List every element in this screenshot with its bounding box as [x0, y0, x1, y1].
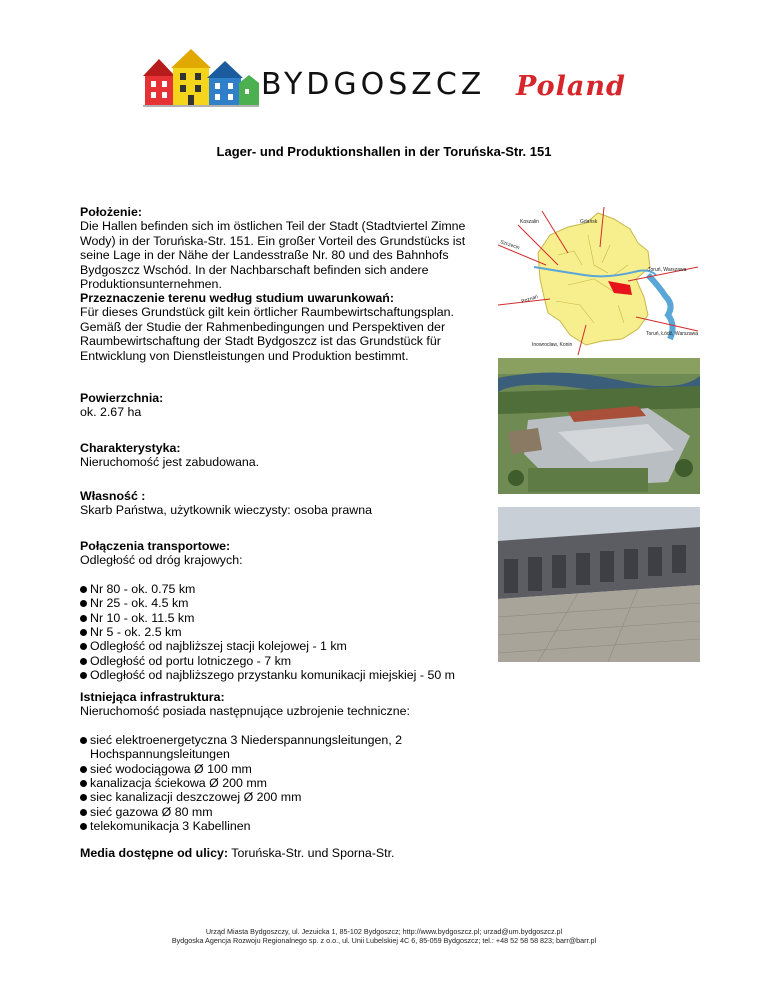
map-label: Koszalin — [520, 219, 539, 225]
section-ownership — [80, 489, 495, 518]
media-heading: Media dostępne od ulicy: — [80, 846, 229, 860]
footer-line: Urząd Miasta Bydgoszczy, ul. Jezuicka 1, 85-102 Bydgoszcz; http://www.bydgoszcz.pl; urzad@um.bydgoszcz.pl — [205, 927, 563, 936]
list-item: sieć wodociągowa Ø 100 mm — [80, 762, 680, 776]
aerial-photo — [498, 358, 700, 494]
section-zoning — [80, 291, 495, 363]
list-item: Nr 25 - ok. 4.5 km — [80, 596, 680, 610]
list-item: Odległość od najbliższego przystanku komunikacji miejskiej - 50 m — [80, 668, 680, 682]
location-heading: Położenie: — [80, 205, 142, 219]
list-item: siec kanalizacji deszczowej Ø 200 mm — [80, 790, 680, 804]
list-item: Nr 80 - ok. 0.75 km — [80, 582, 680, 596]
ownership-value: Skarb Państwa, użytkownik wieczysty: osoba prawna — [80, 503, 372, 518]
characteristics-heading: Charakterystyka: — [80, 441, 181, 455]
list-item: Nr 5 - ok. 2.5 km — [80, 625, 680, 639]
page-footer — [0, 927, 768, 945]
section-area — [80, 391, 495, 420]
hall-photo — [498, 507, 700, 662]
map-label: Poznań — [520, 293, 539, 305]
location-line: Wody) in der Toruńska-Str. 151. Ein großer Vorteil des Grundstücks ist — [80, 233, 466, 248]
zoning-heading: Przeznaczenie terenu według studium uwarunkowań: — [80, 291, 394, 305]
zoning-line: Gemäß der Studie der Rahmenbedingungen und Perspektiven der — [80, 319, 446, 334]
section-media — [80, 846, 680, 860]
characteristics-value: Nieruchomość jest zabudowana. — [80, 455, 260, 470]
media-value: Toruńska-Str. und Sporna-Str. — [231, 846, 395, 860]
zoning-line: Für dieses Grundstück gilt kein örtlicher Raumbewirtschaftungsplan. — [80, 305, 454, 320]
map-label: Inowrocław, Konin — [532, 342, 573, 348]
section-location — [80, 205, 495, 291]
area-heading: Powierzchnia: — [80, 391, 164, 405]
list-item: Odległość od portu lotniczego - 7 km — [80, 654, 680, 668]
list-item: sieć gazowa Ø 80 mm — [80, 805, 680, 819]
infrastructure-heading: Istniejąca infrastruktura: — [80, 690, 225, 704]
section-infrastructure — [80, 690, 680, 834]
city-logo — [143, 45, 633, 115]
map-label: Szczecin — [499, 239, 521, 252]
logo-country: Poland — [516, 71, 626, 102]
ownership-heading: Własność : — [80, 489, 146, 503]
list-item: kanalizacja ściekowa Ø 200 mm — [80, 776, 680, 790]
footer-line: Bydgoska Agencja Rozwoju Regionalnego sp. z o.o., ul. Unii Lubelskiej 4C 6, 85-059 Bydgoszcz; tel.: +48 52 58 58 823; barr@barr.pl — [171, 936, 597, 945]
section-characteristics — [80, 441, 495, 470]
map-label: Gdańsk — [580, 219, 598, 225]
list-item-line: sieć elektroenergetyczna 3 Niederspannungsleitungen, 2 — [90, 732, 403, 747]
infrastructure-list — [80, 733, 680, 834]
list-item: Odległość od najbliższej stacji kolejowej - 1 km — [80, 639, 680, 653]
zoning-line: Raumbewirtschaftung der Stadt Bydgoszcz ist das Grundstück für — [80, 334, 441, 349]
zoning-line: Entwicklung von Dienstleistungen und Produktion bestimmt. — [80, 348, 409, 363]
list-item — [80, 733, 680, 762]
houses-logo-icon — [143, 49, 259, 111]
area-value: ok. 2.67 ha — [80, 405, 142, 420]
list-item: Nr 10 - ok. 11.5 km — [80, 611, 680, 625]
map-label: Toruń, Łódź, Warszawa — [646, 331, 699, 337]
location-map — [498, 205, 700, 357]
location-line: Produktionsunternehmen. — [80, 277, 222, 292]
transport-intro: Odległość od dróg krajowych: — [80, 553, 243, 568]
map-label: Toruń, Warszawa — [648, 267, 687, 273]
list-item: telekomunikacja 3 Kabellinen — [80, 819, 680, 833]
list-item-line: Hochspannungsleitungen — [90, 747, 230, 762]
location-line: Die Hallen befinden sich im östlichen Teil der Stadt (Stadtviertel Zimne — [80, 219, 466, 234]
location-line: Bydgoszcz Wschód. In der Nachbarschaft befinden sich andere — [80, 262, 429, 277]
infrastructure-intro: Nieruchomość posiada następnujące uzbrojenie techniczne: — [80, 704, 410, 719]
logo-wordmark: BYDGOSZCZ — [261, 67, 486, 102]
transport-heading: Połączenia transportowe: — [80, 539, 231, 553]
location-line: seine Lage in der Nähe der Landesstraße Nr. 80 und des Bahnhofs — [80, 248, 449, 263]
page-title: Lager- und Produktionshallen in der Toruńska-Str. 151 — [216, 144, 552, 159]
